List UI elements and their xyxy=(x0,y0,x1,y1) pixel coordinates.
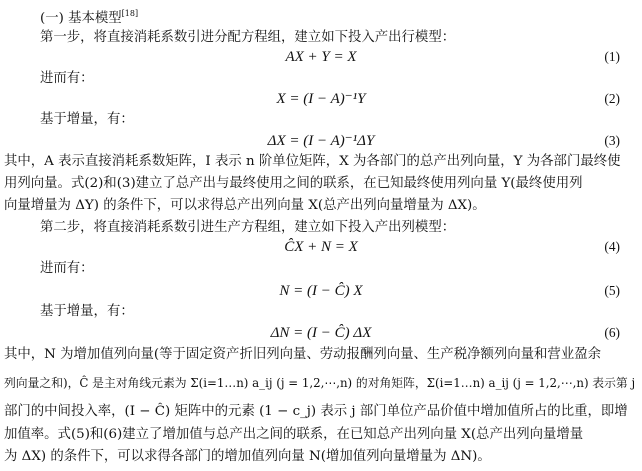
paragraph-1-line-1: 其中，A 表示直接消耗系数矩阵，I 表示 n 阶单位矩阵，X 为各部门的总产出列向量，Y 为各部门最终使 xyxy=(4,154,621,169)
equation-5: N = (I − Ĉ) X xyxy=(279,283,363,299)
equation-6: ΔN = (I − Ĉ) ΔX xyxy=(270,325,372,341)
paragraph-2-line-4: 加值率。式(5)和(6)建立了增加值与总产出之间的联系，在已知总产出列向量 X(总产出列向量增量 xyxy=(4,427,584,442)
equation-4: ĈX + N = X xyxy=(284,239,358,255)
paragraph-1-line-2: 用列向量。式(2)和(3)建立了总产出与最终使用之间的联系，在已知最终使用列向量 Y(最终使用列 xyxy=(4,176,583,191)
citation-ref: [18] xyxy=(121,9,139,18)
text-further-2: 进而有： xyxy=(40,261,94,276)
text-further: 进而有： xyxy=(40,71,94,86)
equation-3: ΔX = (I − A)⁻¹ΔY xyxy=(267,133,375,149)
equation-2-number: (2) xyxy=(604,91,620,106)
paragraph-2-line-3: 部门的中间投入率，(I − Ĉ) 矩阵中的元素 (1 − c_j) 表示 j 部门单位产品价值中增加值所占的比重，即增 xyxy=(4,404,628,419)
equation-1-number: (1) xyxy=(604,49,620,64)
paragraph-2-line-1: 其中，N 为增加值列向量(等于固定资产折旧列向量、劳动报酬列向量、生产税净额列向量和营业盈余 xyxy=(4,347,601,362)
equation-1: AX + Y = X xyxy=(285,49,357,65)
equation-3-number: (3) xyxy=(604,133,620,148)
section-heading xyxy=(40,4,138,29)
text-increment: 基于增量，有： xyxy=(40,112,134,127)
equation-5-number: (5) xyxy=(604,283,620,298)
paragraph-2-line-5: 为 ΔX) 的条件下，可以求得各部门的增加值列向量 N(增加值列向量增量为 ΔN)。 xyxy=(4,449,491,464)
paragraph-2-line-2: 列向量之和)，Ĉ 是主对角线元素为 Σ(i=1…n) a_ij (j = 1,2,⋯,n) 的对角矩阵，Σ(i=1…n) a_ij (j = 1,2,⋯,n) 表示第 j xyxy=(4,376,636,390)
equation-4-number: (4) xyxy=(604,239,620,254)
step2-intro: 第二步，将直接消耗系数引进生产方程组，建立如下投入产出列模型： xyxy=(40,220,456,235)
equation-2: X = (I − A)⁻¹Y xyxy=(276,91,366,107)
text-increment-2: 基于增量，有： xyxy=(40,304,134,319)
step1-intro: 第一步，将直接消耗系数引进分配方程组，建立如下投入产出行模型： xyxy=(40,30,456,45)
section-heading-text: (一) 基本模型 xyxy=(40,11,122,26)
equation-6-number: (6) xyxy=(604,325,620,340)
paragraph-1-line-3: 向量增量为 ΔY) 的条件下，可以求得总产出列向量 X(总产出列向量增量为 ΔX)。 xyxy=(4,198,486,213)
